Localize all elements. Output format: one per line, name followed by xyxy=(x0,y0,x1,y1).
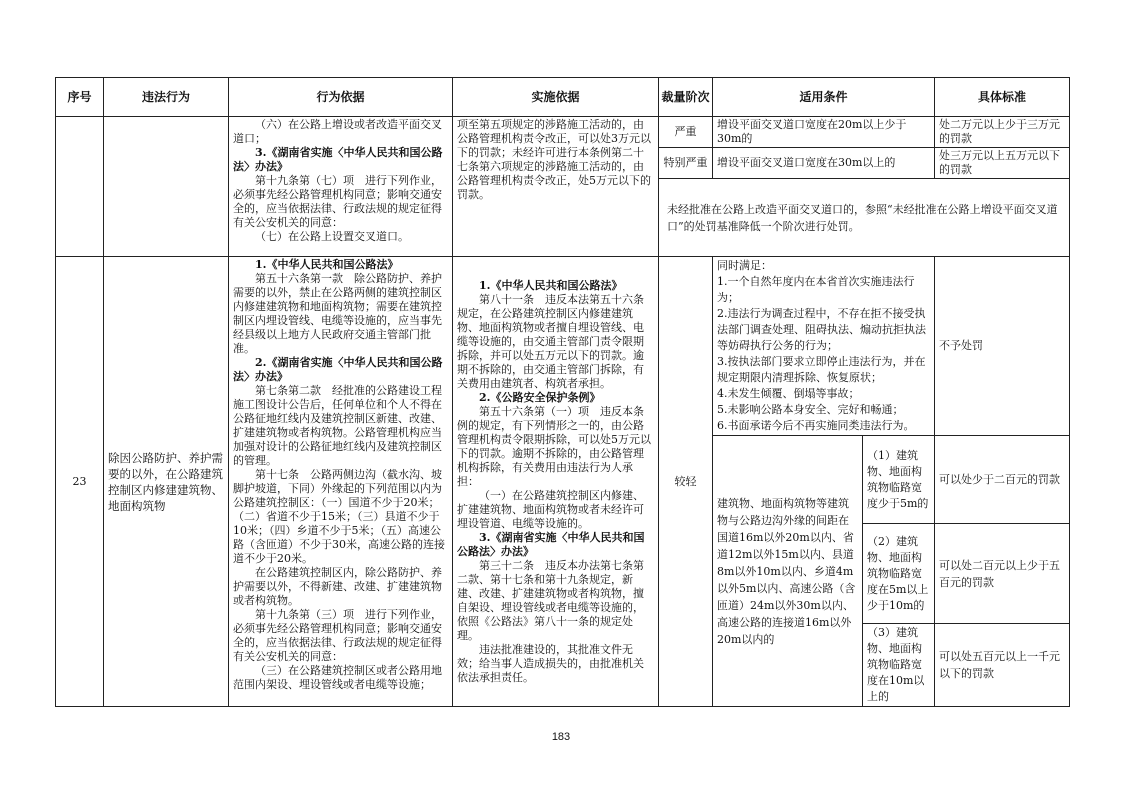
header-impl: 实施依据 xyxy=(453,78,659,117)
basis-paragraph: 第五十六条第一款 除公路防护、养护需要的以外，禁止在公路两侧的建筑控制区内修建建筑物和地面构筑物；需要在建筑控制区内埋设管线、电缆等设施的，应当事先经县级以上地方人民政府交通主管部门批准。 xyxy=(233,272,442,355)
prev-behavior xyxy=(104,117,229,257)
basis-paragraph: 第十九条第（三）项 进行下列作业，必须事先经公路管理机构同意；影响交通安全的，应当依据法律、行政法规的规定征得有关公安机关的同意： xyxy=(233,608,442,663)
basis-law-title: 2.《湖南省实施〈中华人民共和国公路法〉办法》 xyxy=(233,356,443,383)
std-cell: 处三万元以上五万元以下的罚款 xyxy=(935,148,1070,179)
std-cell: 可以处少于二百元的罚款 xyxy=(935,436,1070,524)
impl-paragraph: 第五十六条第（一）项 违反本条例的规定，有下列情形之一的，由公路管理机构责令限期拆除，可以处5万元以下的罚款。逾期不拆除的，由公路管理机构拆除，有关费用由违法行为人承担： xyxy=(457,404,651,488)
basis-paragraph: （六）在公路上增设或者改造平面交叉道口； xyxy=(233,118,442,145)
regulation-table xyxy=(55,77,1070,707)
std-cell: 处二万元以上少于三万元的罚款 xyxy=(935,117,1070,148)
basis-paragraph: 第十七条 公路两侧边沟（截水沟、坡脚护坡道，下同）外缘起的下列范围以内为公路建筑控制区：（一）国道不少于20米；（二）省道不少于15米；（三）县道不少于10米；（四）乡道不少于5米；（五）高速公路（含匝道）不少于30米，高速公路的连接道不少于20米。 xyxy=(233,468,445,565)
basis-law-title: 3.《湖南省实施〈中华人民共和国公路法〉办法》 xyxy=(233,146,443,173)
sub-cond-cell: （3）建筑物、地面构筑物临路宽度在10m以上的 xyxy=(863,624,935,707)
cond-all-cell xyxy=(713,257,935,436)
cond-cell: 增设平面交叉道口宽度在20m以上少于30m的 xyxy=(713,117,935,148)
header-row xyxy=(56,78,1070,117)
cond-line: 同时满足： xyxy=(717,259,772,272)
header-behavior: 违法行为 xyxy=(104,78,229,117)
impl-paragraph: 第三十二条 违反本办法第七条第二款、第十七条和第十九条规定，新建、改建、扩建建筑物或者构筑物，擅自架设、埋设管线或者电缆等设施的，依照《公路法》第八十一条的规定处理。 xyxy=(457,558,644,642)
header-seq: 序号 xyxy=(56,78,104,117)
header-std: 具体标准 xyxy=(935,78,1070,117)
row-behavior: 除因公路防护、养护需要的以外，在公路建筑控制区内修建建筑物、地面构筑物 xyxy=(104,257,229,707)
std-cell: 不予处罚 xyxy=(935,257,1070,436)
prev-basis xyxy=(229,117,453,257)
basis-paragraph: （三）在公路建筑控制区或者公路用地范围内架设、埋设管线或者电缆等设施； xyxy=(233,664,442,691)
prev-seq xyxy=(56,117,104,257)
std-cell: 可以处二百元以上少于五百元的罚款 xyxy=(935,524,1070,624)
cond-line: 4.未发生倾覆、倒塌等事故； xyxy=(717,387,860,400)
row-basis xyxy=(229,257,453,707)
level-cell: 特别严重 xyxy=(659,148,713,179)
distance-cond-cell: 建筑物、地面构筑物等建筑物与公路边沟外缘的间距在国道16m以外20m以内、省道12m以外15m以内、县道8m以外10m以内、乡道4m以外5m以内、高速公路（含匝道）24m以外30m以内、高速公路的连接道16m以外20m以内的 xyxy=(713,436,863,707)
impl-paragraph: 违法批准建设的，其批准文件无效；给当事人造成损失的，由批准机关依法承担责任。 xyxy=(457,642,644,684)
basis-paragraph: 第十九条第（七）项 进行下列作业，必须事先经公路管理机构同意；影响交通安全的，应当依据法律、行政法规的规定征得有关公安机关的同意： xyxy=(233,174,442,229)
basis-paragraph: 在公路建筑控制区内，除公路防护、养护需要以外，不得新建、改建、扩建建筑物或者构筑物。 xyxy=(233,566,442,607)
page-number: 183 xyxy=(551,731,571,743)
cond-line: 3.按执法部门要求立即停止违法行为，并在规定期限内清理拆除、恢复原状； xyxy=(717,355,926,384)
basis-paragraph: 第七条第二款 经批准的公路建设工程施工图设计公告后，任何单位和个人不得在公路征地红线内及建筑控制区新建、改建、扩建建筑物或者构筑物。公路管理机构应当加强对设计的公路征地红线内及建筑控制区的管理。 xyxy=(233,384,442,467)
table-row xyxy=(56,117,1070,148)
cond-line: 6.书面承诺今后不再实施同类违法行为。 xyxy=(717,419,915,432)
sub-cond-cell: （2）建筑物、地面构筑物临路宽度在5m以上少于10m的 xyxy=(863,524,935,624)
cond-line: 5.未影响公路本身安全、完好和畅通； xyxy=(717,403,904,416)
table-row xyxy=(56,257,1070,436)
cond-line: 1.一个自然年度内在本省首次实施违法行为； xyxy=(717,275,915,304)
note-cell xyxy=(659,179,1070,257)
header-cond: 适用条件 xyxy=(713,78,935,117)
level-cell: 较轻 xyxy=(659,257,713,707)
impl-paragraph: （一）在公路建筑控制区内修建、扩建建筑物、地面构筑物或者未经许可埋设管道、电缆等设施的。 xyxy=(457,488,644,530)
impl-law-title: 1.《中华人民共和国公路法》 xyxy=(479,278,623,292)
impl-paragraph: 第八十一条 违反本法第五十六条规定，在公路建筑控制区内修建建筑物、地面构筑物或者擅自埋设管线、电缆等设施的，由交通主管部门责令限期拆除，并可以处五万元以下的罚款。逾期不拆除的，由交通主管部门拆除，有关费用由建筑者、构筑者承担。 xyxy=(457,292,644,390)
note-text: 未经批准在公路上改造平面交叉道口的，参照“未经批准在公路上增设平面交叉道口”的处罚基准降低一个阶次进行处罚。 xyxy=(667,202,1058,233)
std-cell: 可以处五百元以上一千元以下的罚款 xyxy=(935,624,1070,707)
prev-impl xyxy=(453,117,659,257)
basis-law-title: 1.《中华人民共和国公路法》 xyxy=(255,258,399,271)
impl-law-title: 3.《湖南省实施〈中华人民共和国公路法〉办法》 xyxy=(457,530,645,558)
sub-cond-cell: （1）建筑物、地面构筑物临路宽度少于5m的 xyxy=(863,436,935,524)
impl-law-title: 2.《公路安全保护条例》 xyxy=(479,390,601,404)
row-seq: 23 xyxy=(56,257,104,707)
basis-paragraph: （七）在公路上设置交叉道口。 xyxy=(255,230,409,243)
header-level: 裁量阶次 xyxy=(659,78,713,117)
row-impl xyxy=(453,257,659,707)
level-cell: 严重 xyxy=(659,117,713,148)
impl-paragraph: 项至第五项规定的涉路施工活动的，由公路管理机构责令改正，可以处3万元以下的罚款；未经许可进行本条例第二十七条第六项规定的涉路施工活动的，由公路管理机构责令改正，处5万元以下的罚款。 xyxy=(457,118,651,201)
cond-line: 2.违法行为调查过程中，不存在拒不接受执法部门调查处理、阻碍执法、煽动抗拒执法等妨碍执行公务的行为； xyxy=(717,307,926,352)
cond-cell: 增设平面交叉道口宽度在30m以上的 xyxy=(713,148,935,179)
header-basis: 行为依据 xyxy=(229,78,453,117)
